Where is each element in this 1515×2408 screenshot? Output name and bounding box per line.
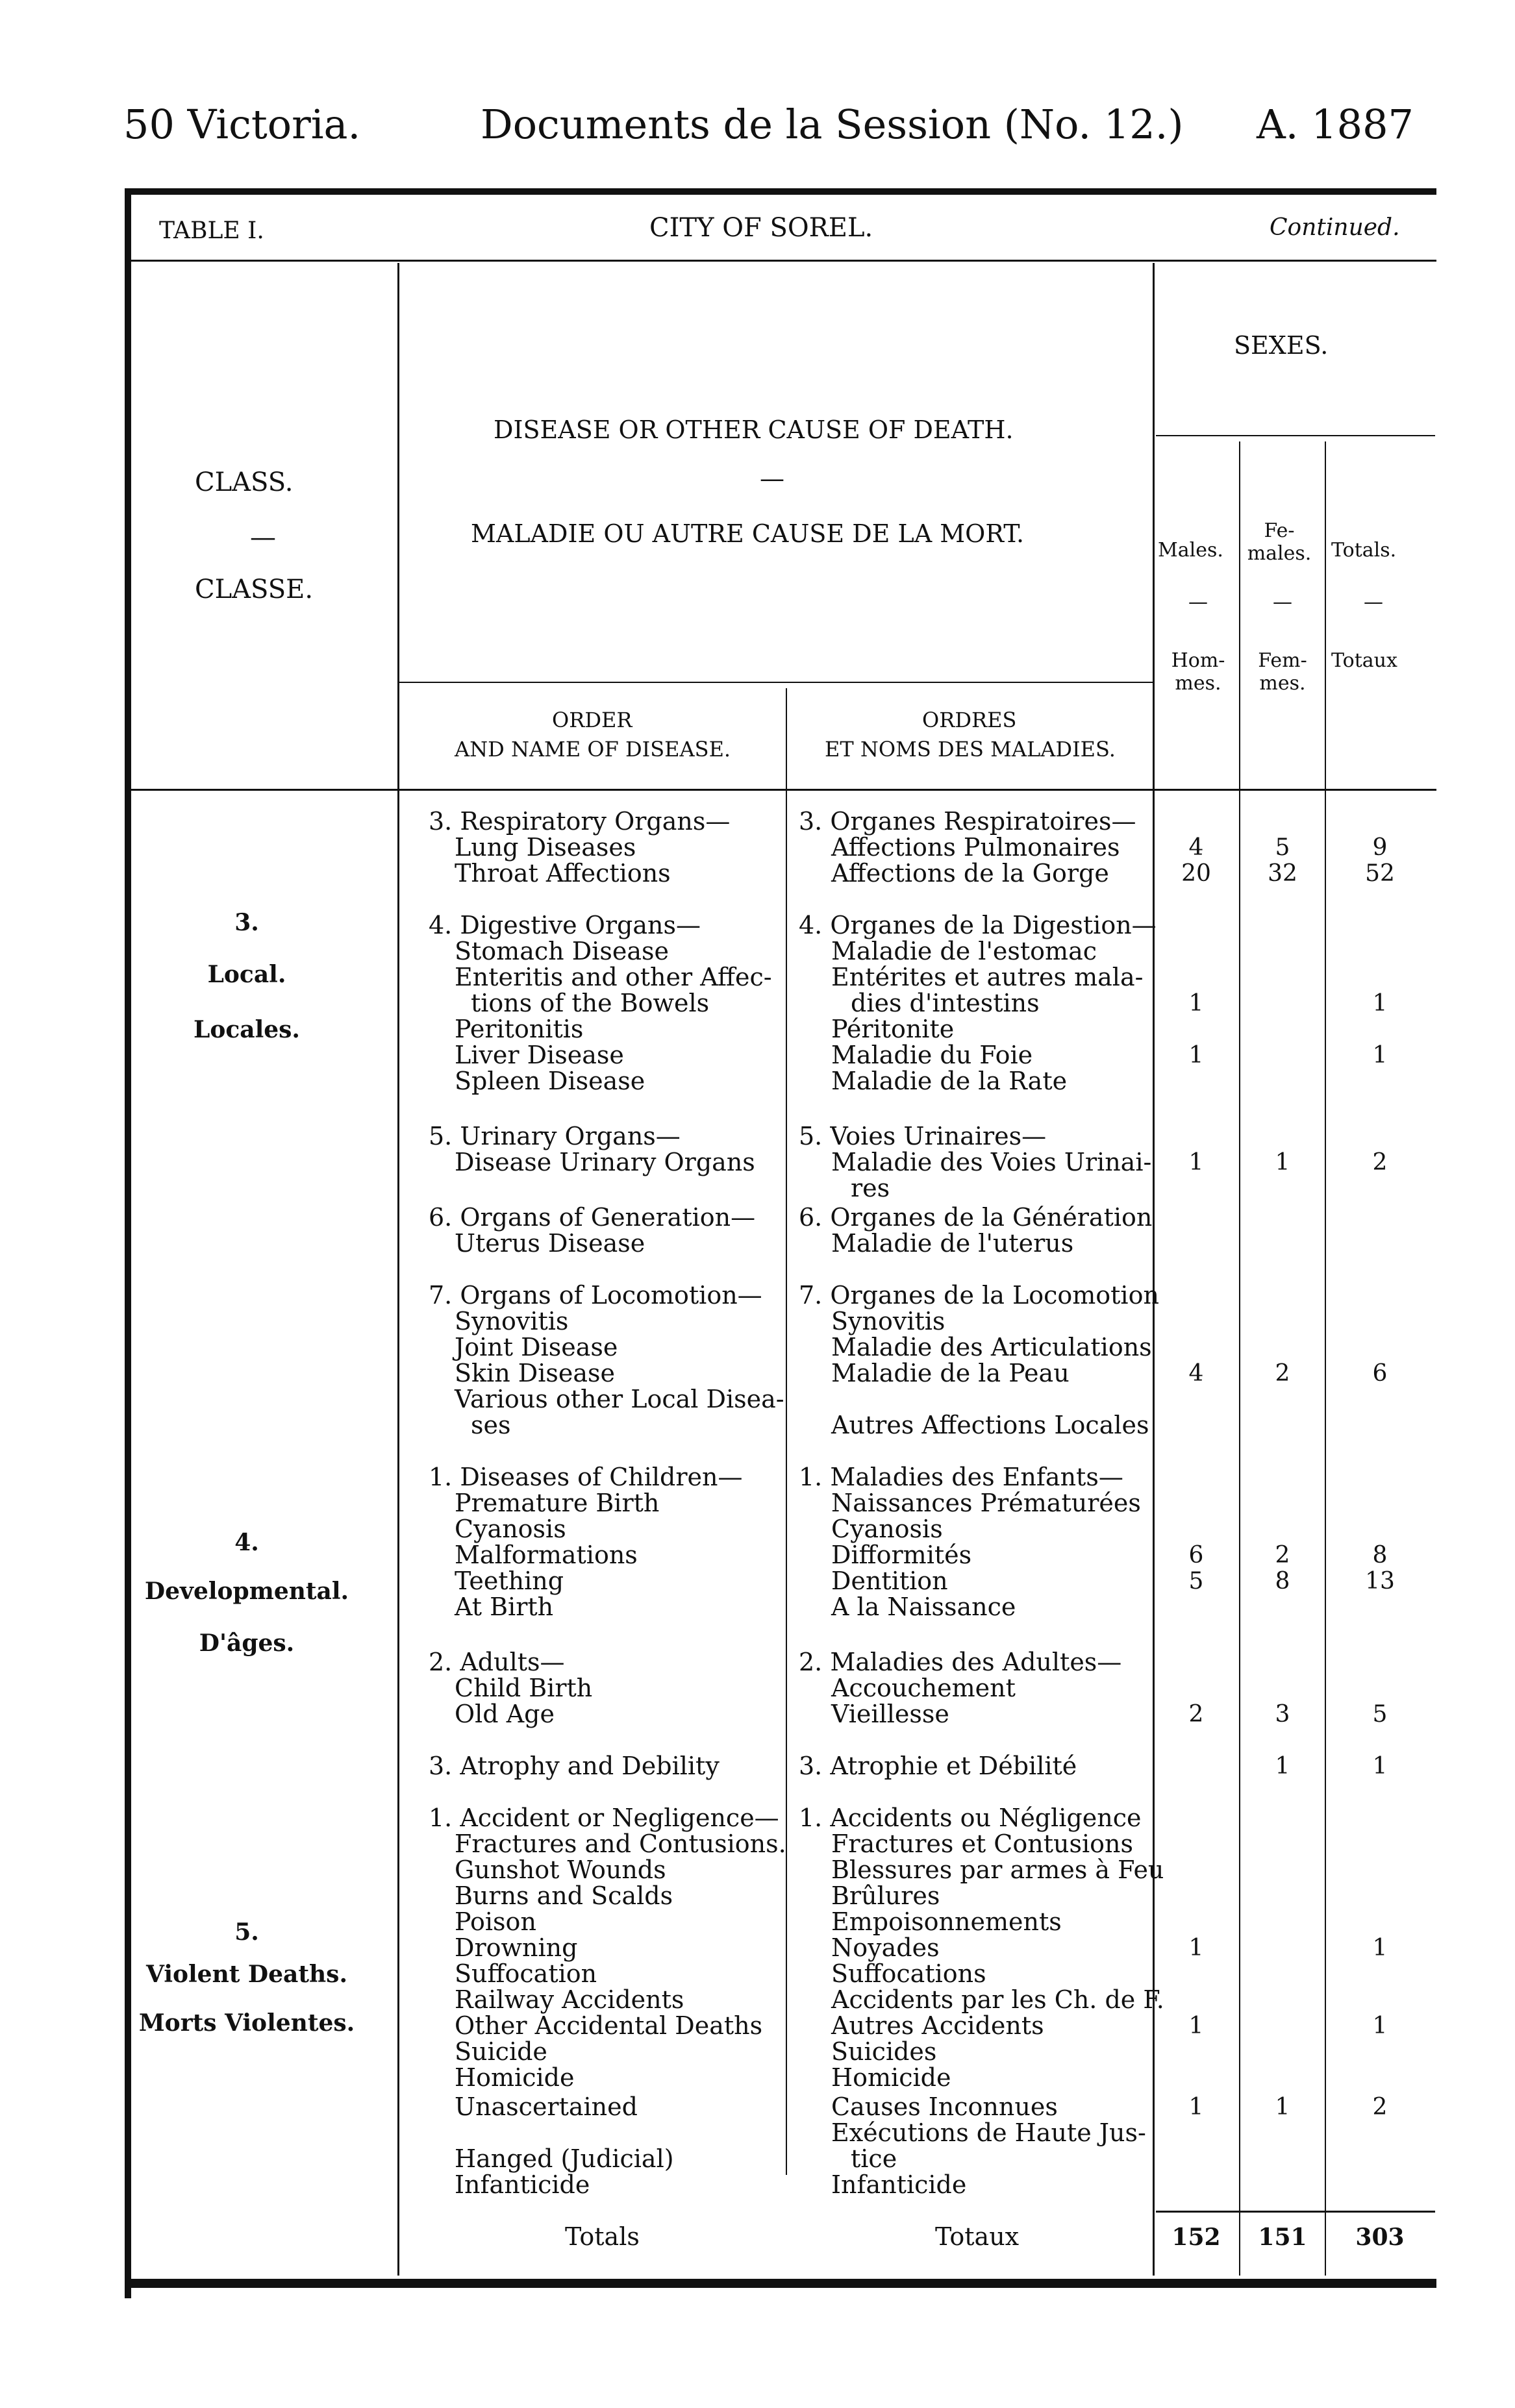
class-4-num: 4. — [234, 1529, 259, 1556]
en-row: Disease Urinary Organs — [455, 1148, 755, 1176]
males-dash: — — [1188, 591, 1208, 614]
en-row: 1. Accident or Negligence— — [429, 1804, 779, 1832]
en-row: 3. Respiratory Organs— — [429, 807, 731, 836]
hommes-header: Hom-mes. — [1171, 649, 1225, 695]
en-row: Gunshot Wounds — [455, 1856, 666, 1884]
fr-row: Accouchement — [831, 1674, 1016, 1702]
fr-row: Maladie des Voies Urinai- — [831, 1148, 1152, 1176]
fr-row: Maladie du Foie — [831, 1041, 1033, 1069]
num-females: 32 — [1268, 860, 1297, 887]
en-row: At Birth — [455, 1593, 554, 1621]
col-line-3 — [1239, 441, 1240, 2276]
col-line-1 — [397, 263, 399, 2276]
num-totals: 1 — [1372, 2013, 1388, 2039]
num-totals: 8 — [1372, 1542, 1388, 1569]
en-row: Enteritis and other Affec- — [455, 963, 772, 991]
fr-row: tice — [851, 2144, 897, 2173]
en-row: Stomach Disease — [455, 937, 669, 965]
fr-row: 6. Organes de la Génération — [799, 1203, 1153, 1232]
en-row: tions of the Bowels — [471, 989, 710, 1017]
totals-rule — [1156, 2211, 1435, 2213]
num-males: 1 — [1188, 2094, 1204, 2120]
en-row: Suicide — [455, 2037, 547, 2066]
class-en-header: CLASS. — [195, 467, 294, 497]
class-3-en: Local. — [207, 961, 286, 988]
en-row: Homicide — [455, 2063, 575, 2092]
en-row: Poison — [455, 1907, 536, 1936]
en-row: Premature Birth — [455, 1489, 660, 1517]
num-males: 1 — [1188, 2013, 1204, 2039]
order-en-1: ORDER — [552, 708, 632, 732]
num-males: 1 — [1188, 1935, 1204, 1961]
fr-row: Empoisonnements — [831, 1907, 1062, 1936]
fr-row: 2. Maladies des Adultes— — [799, 1648, 1122, 1676]
en-row: Malformations — [455, 1541, 638, 1569]
fr-row: Maladie de la Rate — [831, 1067, 1068, 1095]
males-header: Males. — [1158, 539, 1223, 562]
num-females: 1 — [1275, 1149, 1290, 1176]
en-row: Joint Disease — [455, 1333, 618, 1361]
header-bottom-rule — [130, 789, 1436, 791]
header-center: Documents de la Session (No. 12.) — [481, 101, 1184, 148]
en-row: Fractures and Contusions. — [455, 1830, 786, 1858]
en-row: 1. Diseases of Children— — [429, 1463, 743, 1491]
num-totals: 1 — [1372, 1753, 1388, 1780]
table-continued: Continued. — [1270, 214, 1400, 241]
num-females: 1 — [1275, 2094, 1290, 2120]
fr-row: Autres Affections Locales — [831, 1411, 1149, 1439]
num-males: 1 — [1188, 1149, 1204, 1176]
fr-row: Naissances Prématurées — [831, 1489, 1141, 1517]
class-5-en: Violent Deaths. — [146, 1961, 347, 1988]
num-totals: 1 — [1372, 1042, 1388, 1069]
top-rule — [125, 188, 1436, 195]
en-row: Unascertained — [455, 2092, 638, 2121]
en-row: Throat Affections — [455, 859, 671, 887]
num-females-total: 151 — [1258, 2224, 1307, 2251]
num-totals: 2 — [1372, 2094, 1388, 2120]
en-row: Spleen Disease — [455, 1067, 645, 1095]
num-totals: 5 — [1372, 1701, 1388, 1728]
fr-row: Maladie de l'estomac — [831, 937, 1097, 965]
en-row: 5. Urinary Organs— — [429, 1122, 681, 1150]
num-totals: 13 — [1365, 1568, 1395, 1595]
fr-row: Maladie de l'uterus — [831, 1229, 1074, 1258]
disease-dash: — — [760, 464, 784, 493]
disease-fr-header: MALADIE OU AUTRE CAUSE DE LA MORT. — [471, 519, 1025, 548]
num-females: 1 — [1275, 1753, 1290, 1780]
femmes-header: Fem-mes. — [1258, 649, 1307, 695]
class-3-fr: Locales. — [194, 1016, 300, 1043]
num-females: 2 — [1275, 1360, 1290, 1387]
fr-row: Difformités — [831, 1541, 972, 1569]
col-line-4 — [1325, 441, 1326, 2276]
fr-row: Accidents par les Ch. de F. — [831, 1985, 1164, 2014]
fr-row: dies d'intestins — [851, 989, 1040, 1017]
fr-row: Fractures et Contusions — [831, 1830, 1133, 1858]
fr-row: Exécutions de Haute Jus- — [831, 2118, 1146, 2147]
num-females: 2 — [1275, 1542, 1290, 1569]
fr-row: 3. Atrophie et Débilité — [799, 1752, 1077, 1780]
title-rule — [130, 260, 1436, 262]
class-4-en: Developmental. — [144, 1578, 349, 1605]
col-line-mid — [786, 688, 787, 2175]
num-males: 5 — [1188, 1568, 1204, 1595]
fr-row: res — [851, 1174, 890, 1202]
fr-row: Blessures par armes à Feu — [831, 1856, 1164, 1884]
en-row: 2. Adults— — [429, 1648, 565, 1676]
header-left: 50 Victoria. — [123, 101, 361, 148]
fr-row: Vieillesse — [831, 1700, 949, 1728]
header-right: A. 1887 — [1257, 101, 1414, 148]
en-row: Liver Disease — [455, 1041, 624, 1069]
en-row: Hanged (Judicial) — [455, 2144, 674, 2173]
en-row: Skin Disease — [455, 1359, 616, 1387]
fr-row: Affections de la Gorge — [831, 859, 1109, 887]
num-totals: 52 — [1365, 860, 1395, 887]
en-row: 3. Atrophy and Debility — [429, 1752, 720, 1780]
fr-row: 1. Maladies des Enfants— — [799, 1463, 1123, 1491]
num-males: 2 — [1188, 1701, 1204, 1728]
fr-row: Noyades — [831, 1933, 940, 1962]
en-row: Totals — [565, 2222, 640, 2251]
en-row: Drowning — [455, 1933, 578, 1962]
num-males: 1 — [1188, 1042, 1204, 1069]
order-fr-2: ET NOMS DES MALADIES. — [825, 737, 1116, 762]
class-4-fr: D'âges. — [199, 1630, 295, 1657]
fr-row: Suffocations — [831, 1959, 986, 1988]
en-row: Synovitis — [455, 1307, 569, 1335]
num-totals: 2 — [1372, 1149, 1388, 1176]
fr-row: Affections Pulmonaires — [831, 833, 1120, 862]
en-row: 7. Organs of Locomotion— — [429, 1281, 762, 1310]
en-row: Cyanosis — [455, 1515, 566, 1543]
table-label: TABLE I. — [159, 217, 264, 244]
num-males: 4 — [1188, 834, 1204, 861]
class-5-fr: Morts Violentes. — [138, 2009, 355, 2037]
num-males-total: 152 — [1171, 2224, 1221, 2251]
en-row: Old Age — [455, 1700, 555, 1728]
col-line-2 — [1153, 263, 1155, 2276]
class-3-num: 3. — [234, 909, 259, 936]
fr-row: Péritonite — [831, 1015, 955, 1043]
en-row: Other Accidental Deaths — [455, 2011, 763, 2040]
fr-row: 7. Organes de la Locomotion — [799, 1281, 1159, 1310]
fr-row: Totaux — [935, 2222, 1020, 2251]
num-males: 6 — [1188, 1542, 1204, 1569]
females-header: Fe-males. — [1247, 519, 1312, 565]
num-females: 8 — [1275, 1568, 1290, 1595]
fr-row: Dentition — [831, 1567, 948, 1595]
fr-row: 1. Accidents ou Négligence — [799, 1804, 1142, 1832]
fr-row: 4. Organes de la Digestion— — [799, 911, 1157, 939]
num-totals: 1 — [1372, 990, 1388, 1017]
fr-row: Synovitis — [831, 1307, 945, 1335]
order-en-2: AND NAME OF DISEASE. — [455, 737, 731, 762]
disease-en-header: DISEASE OR OTHER CAUSE OF DEATH. — [494, 416, 1014, 444]
bottom-rule — [125, 2279, 1436, 2288]
females-dash: — — [1273, 591, 1292, 614]
totals-dash: — — [1364, 591, 1383, 614]
header-mid-rule — [399, 682, 1153, 683]
fr-row: Homicide — [831, 2063, 951, 2092]
en-row: Child Birth — [455, 1674, 593, 1702]
en-row: ses — [471, 1411, 511, 1439]
sexes-header: SEXES. — [1234, 331, 1329, 360]
num-males: 1 — [1188, 990, 1204, 1017]
class-5-num: 5. — [234, 1918, 259, 1946]
en-row: Lung Diseases — [455, 833, 636, 862]
en-row: Peritonitis — [455, 1015, 584, 1043]
en-row: Uterus Disease — [455, 1229, 645, 1258]
totaux-header: Totaux — [1331, 649, 1397, 672]
fr-row: A la Naissance — [831, 1593, 1016, 1621]
class-fr-header: CLASSE. — [195, 575, 314, 604]
en-row: Suffocation — [455, 1959, 597, 1988]
fr-row: Suicides — [831, 2037, 937, 2066]
order-fr-1: ORDRES — [922, 708, 1017, 732]
num-totals: 6 — [1372, 1360, 1388, 1387]
en-row: Teething — [455, 1567, 564, 1595]
fr-row: 5. Voies Urinaires— — [799, 1122, 1047, 1150]
num-males: 20 — [1181, 860, 1211, 887]
num-males: 4 — [1188, 1360, 1204, 1387]
sexes-rule — [1156, 435, 1435, 436]
fr-row: Cyanosis — [831, 1515, 943, 1543]
fr-row: Maladie des Articulations — [831, 1333, 1152, 1361]
fr-row: Brûlures — [831, 1881, 940, 1910]
fr-row: Entérites et autres mala- — [831, 963, 1144, 991]
table-city: CITY OF SOREL. — [649, 213, 873, 243]
class-dash: — — [250, 523, 276, 552]
fr-row: 3. Organes Respiratoires— — [799, 807, 1136, 836]
en-row: Various other Local Disea- — [455, 1385, 784, 1413]
en-row: 4. Digestive Organs— — [429, 911, 701, 939]
en-row: Railway Accidents — [455, 1985, 684, 2014]
num-totals: 1 — [1372, 1935, 1388, 1961]
fr-row: Maladie de la Peau — [831, 1359, 1070, 1387]
en-row: Burns and Scalds — [455, 1881, 673, 1910]
fr-row: Causes Inconnues — [831, 2092, 1058, 2121]
fr-row: Infanticide — [831, 2170, 967, 2199]
en-row: 6. Organs of Generation— — [429, 1203, 756, 1232]
en-row: Infanticide — [455, 2170, 590, 2199]
num-females: 3 — [1275, 1701, 1290, 1728]
num-totals: 9 — [1372, 834, 1388, 861]
num-females: 5 — [1275, 834, 1290, 861]
num-totals-total: 303 — [1355, 2224, 1405, 2251]
fr-row: Autres Accidents — [831, 2011, 1044, 2040]
totals-header: Totals. — [1331, 539, 1397, 562]
